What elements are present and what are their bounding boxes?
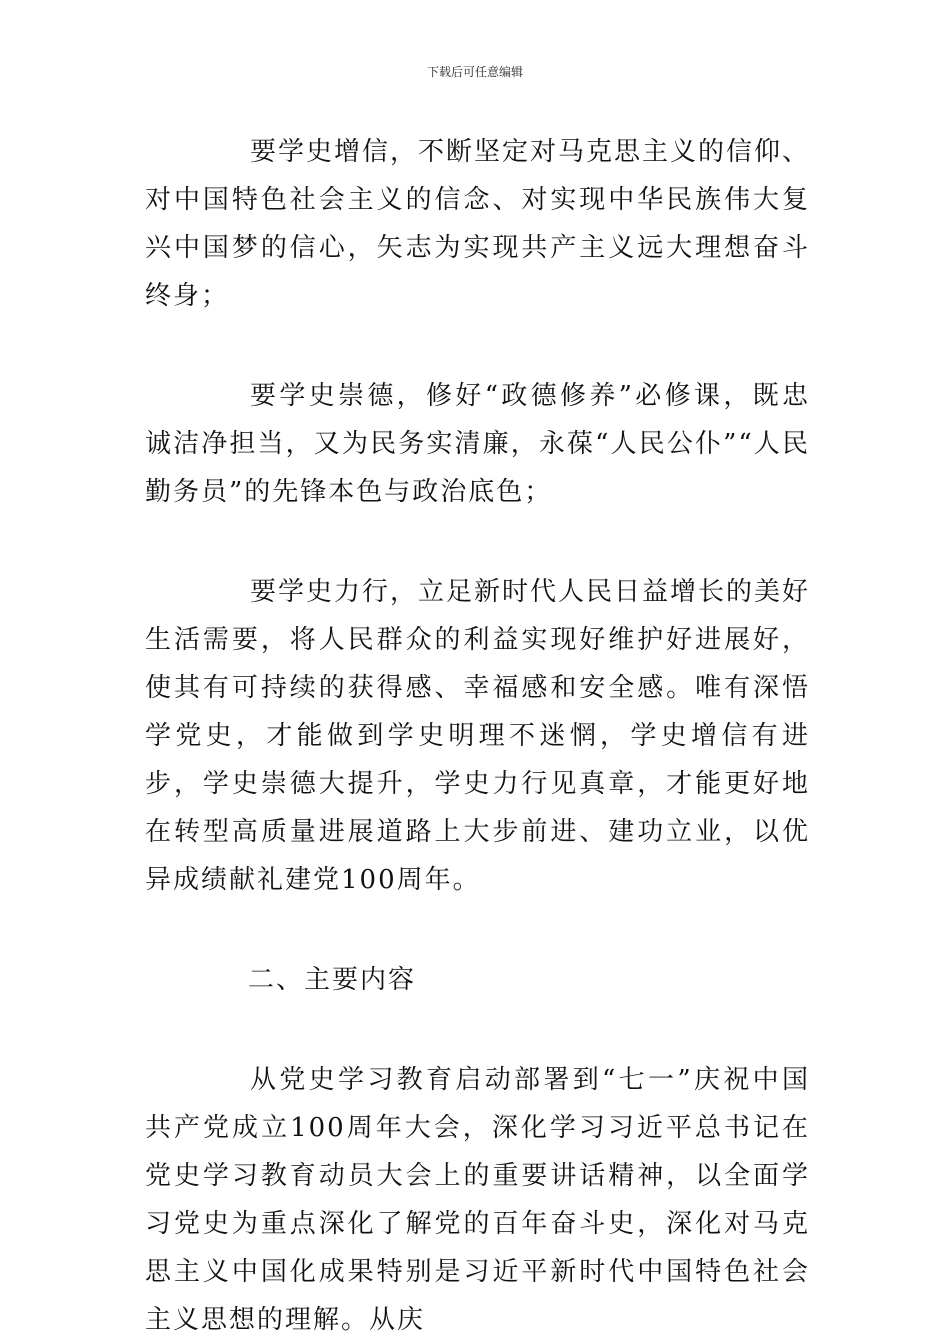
- paragraph-xueshi-chongde: 要学史崇德，修好“政德修养”必修课，既忠诚洁净担当，又为民务实清廉，永葆“人民公仆”“人民勤务员”的先锋本色与政治底色；: [145, 381, 810, 507]
- paragraph-xueshi-lixing: 要学史力行，立足新时代人民日益增长的美好生活需要，将人民群众的利益实现好维护好进展好，使其有可持续的获得感、幸福感和安全感。唯有深悟学党史，才能做到学史明理不迷惘，学史增信有进步，学史崇德大提升，学史力行见真章，才能更好地在转型高质量进展道路上大步前进、建功立业，以优异成绩献礼建党100周年。: [145, 577, 811, 895]
- paragraph-gap: [145, 1004, 810, 1056]
- paragraph-gap: [145, 320, 810, 372]
- section-heading: 二、主要内容: [248, 965, 417, 995]
- paragraph-gap: [145, 904, 810, 956]
- page-header-note: 下载后可任意编辑: [426, 65, 523, 79]
- paragraph-xueshi-zengxin: 要学史增信，不断坚定对马克思主义的信仰、对中国特色社会主义的信念、对实现中华民族伟大复兴中国梦的信心，矢志为实现共产主义远大理想奋斗终身；: [145, 137, 811, 311]
- paragraph-main-content: 从党史学习教育启动部署到“七一”庆祝中国共产党成立100周年大会，深化学习习近平总书记在党史学习教育动员大会上的重要讲话精神，以全面学习党史为重点深化了解党的百年奋斗史，深化对马克思主义中国化成果特别是习近平新时代中国特色社会主义思想的理解。从庆: [145, 1065, 810, 1335]
- paragraph-gap: [145, 516, 810, 568]
- document-body: [145, 128, 810, 1344]
